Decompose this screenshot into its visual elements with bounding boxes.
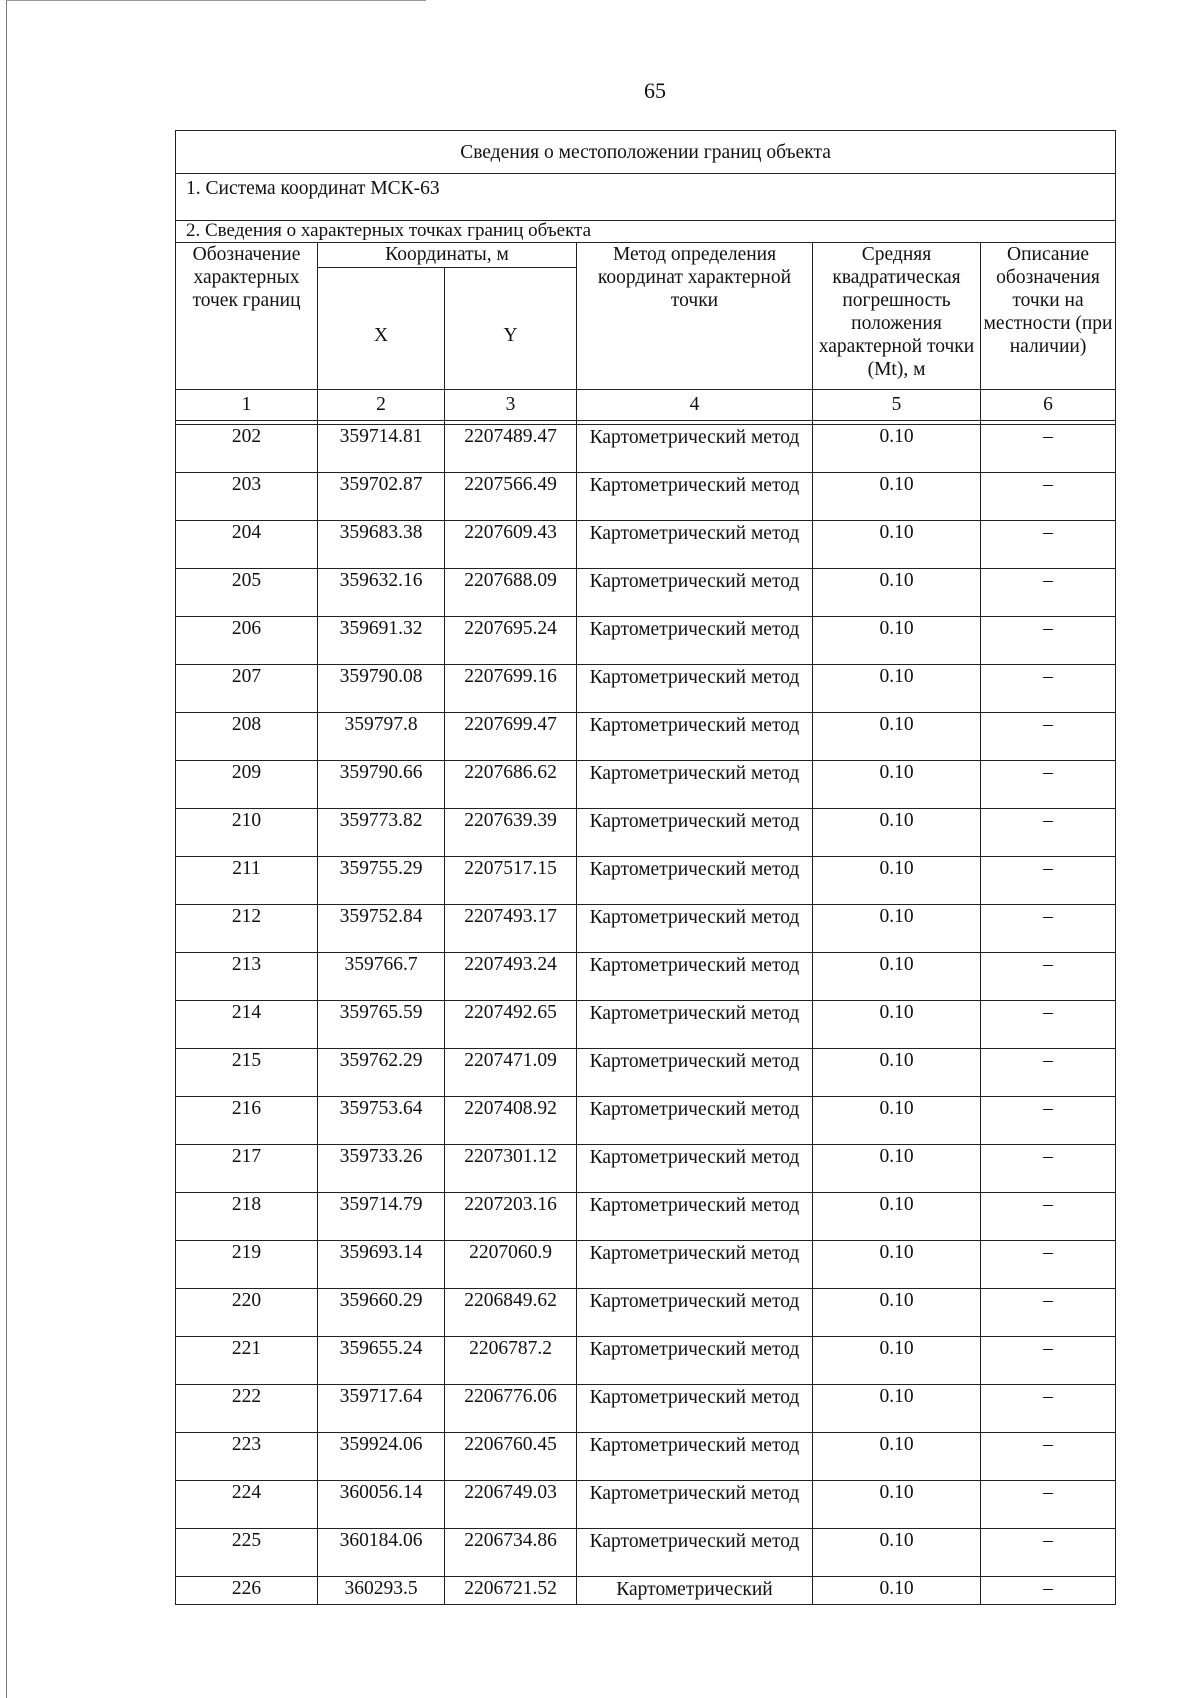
error-cell: 0.10 [813, 617, 981, 665]
column-number: 1 [176, 390, 318, 421]
x-coordinate-cell: 359702.87 [318, 473, 445, 521]
method-cell: Картометрический метод [577, 1385, 813, 1433]
description-cell: – [981, 1577, 1116, 1605]
description-cell: – [981, 1241, 1116, 1289]
x-coordinate-cell: 359714.81 [318, 425, 445, 473]
x-coordinate-cell: 359766.7 [318, 953, 445, 1001]
table-row [176, 1481, 1116, 1529]
table-row [176, 1241, 1116, 1289]
description-cell: – [981, 1193, 1116, 1241]
table-row [176, 1337, 1116, 1385]
method-cell: Картометрический [577, 1577, 813, 1605]
point-id-cell: 218 [176, 1193, 318, 1241]
point-id-cell: 204 [176, 521, 318, 569]
method-cell: Картометрический метод [577, 1337, 813, 1385]
method-cell: Картометрический метод [577, 569, 813, 617]
y-coordinate-cell: 2207493.24 [445, 953, 577, 1001]
table-title-row [176, 131, 1116, 174]
x-coordinate-cell: 359733.26 [318, 1145, 445, 1193]
description-cell: – [981, 569, 1116, 617]
point-id-cell: 205 [176, 569, 318, 617]
description-cell: – [981, 473, 1116, 521]
point-id-cell: 203 [176, 473, 318, 521]
header-error: Средняя квадратическая погрешность положения характерной точки (Mt), м [813, 243, 981, 390]
column-number: 3 [445, 390, 577, 421]
description-cell: – [981, 1385, 1116, 1433]
section-title: 2. Сведения о характерных точках границ объекта [176, 221, 1116, 243]
method-cell: Картометрический метод [577, 1289, 813, 1337]
x-coordinate-cell: 359924.06 [318, 1433, 445, 1481]
point-id-cell: 220 [176, 1289, 318, 1337]
table-row [176, 569, 1116, 617]
table-row [176, 1145, 1116, 1193]
description-cell: – [981, 1049, 1116, 1097]
point-id-cell: 206 [176, 617, 318, 665]
description-cell: – [981, 857, 1116, 905]
y-coordinate-cell: 2207492.65 [445, 1001, 577, 1049]
y-coordinate-cell: 2207301.12 [445, 1145, 577, 1193]
x-coordinate-cell: 360184.06 [318, 1529, 445, 1577]
table-body [176, 131, 1116, 1605]
error-cell: 0.10 [813, 1481, 981, 1529]
table-row [176, 1529, 1116, 1577]
header-y: Y [445, 268, 577, 390]
x-coordinate-cell: 359753.64 [318, 1097, 445, 1145]
method-cell: Картометрический метод [577, 521, 813, 569]
x-coordinate-cell: 359755.29 [318, 857, 445, 905]
error-cell: 0.10 [813, 953, 981, 1001]
coordinate-system-row [176, 174, 1116, 221]
column-number-row [176, 390, 1116, 421]
error-cell: 0.10 [813, 857, 981, 905]
header-x: X [318, 268, 445, 390]
x-coordinate-cell: 359717.64 [318, 1385, 445, 1433]
page-scan-edge [6, 0, 7, 1698]
x-coordinate-cell: 359790.66 [318, 761, 445, 809]
description-cell: – [981, 1529, 1116, 1577]
y-coordinate-cell: 2206776.06 [445, 1385, 577, 1433]
coordinate-system-label: 1. Система координат МСК-63 [176, 174, 1116, 221]
error-cell: 0.10 [813, 1049, 981, 1097]
point-id-cell: 213 [176, 953, 318, 1001]
table-row [176, 809, 1116, 857]
table-row [176, 425, 1116, 473]
point-id-cell: 215 [176, 1049, 318, 1097]
x-coordinate-cell: 359683.38 [318, 521, 445, 569]
error-cell: 0.10 [813, 1193, 981, 1241]
column-number: 4 [577, 390, 813, 421]
description-cell: – [981, 809, 1116, 857]
x-coordinate-cell: 359632.16 [318, 569, 445, 617]
table-row [176, 905, 1116, 953]
x-coordinate-cell: 360293.5 [318, 1577, 445, 1605]
error-cell: 0.10 [813, 905, 981, 953]
header-description: Описание обозначения точки на местности (при наличии) [981, 243, 1116, 390]
point-id-cell: 202 [176, 425, 318, 473]
boundary-points-table [175, 130, 1116, 1605]
description-cell: – [981, 953, 1116, 1001]
y-coordinate-cell: 2206734.86 [445, 1529, 577, 1577]
error-cell: 0.10 [813, 761, 981, 809]
method-cell: Картометрический метод [577, 857, 813, 905]
y-coordinate-cell: 2207408.92 [445, 1097, 577, 1145]
method-cell: Картометрический метод [577, 1145, 813, 1193]
y-coordinate-cell: 2207699.16 [445, 665, 577, 713]
y-coordinate-cell: 2206721.52 [445, 1577, 577, 1605]
description-cell: – [981, 521, 1116, 569]
point-id-cell: 207 [176, 665, 318, 713]
method-cell: Картометрический метод [577, 1001, 813, 1049]
page-number: 65 [644, 78, 666, 103]
x-coordinate-cell: 359660.29 [318, 1289, 445, 1337]
y-coordinate-cell: 2207688.09 [445, 569, 577, 617]
method-cell: Картометрический метод [577, 1193, 813, 1241]
description-cell: – [981, 1001, 1116, 1049]
y-coordinate-cell: 2207609.43 [445, 521, 577, 569]
x-coordinate-cell: 359693.14 [318, 1241, 445, 1289]
y-coordinate-cell: 2206849.62 [445, 1289, 577, 1337]
table-row [176, 1193, 1116, 1241]
description-cell: – [981, 1337, 1116, 1385]
y-coordinate-cell: 2207493.17 [445, 905, 577, 953]
description-cell: – [981, 905, 1116, 953]
method-cell: Картометрический метод [577, 1433, 813, 1481]
y-coordinate-cell: 2207699.47 [445, 713, 577, 761]
description-cell: – [981, 665, 1116, 713]
method-cell: Картометрический метод [577, 1049, 813, 1097]
error-cell: 0.10 [813, 1433, 981, 1481]
table-row [176, 1385, 1116, 1433]
error-cell: 0.10 [813, 1097, 981, 1145]
header-method: Метод определения координат характерной точки [577, 243, 813, 390]
y-coordinate-cell: 2206787.2 [445, 1337, 577, 1385]
header-coordinates: Координаты, м [318, 243, 577, 268]
method-cell: Картометрический метод [577, 809, 813, 857]
x-coordinate-cell: 359691.32 [318, 617, 445, 665]
error-cell: 0.10 [813, 1385, 981, 1433]
error-cell: 0.10 [813, 1577, 981, 1605]
table-row [176, 617, 1116, 665]
y-coordinate-cell: 2207517.15 [445, 857, 577, 905]
x-coordinate-cell: 360056.14 [318, 1481, 445, 1529]
y-coordinate-cell: 2207686.62 [445, 761, 577, 809]
error-cell: 0.10 [813, 1529, 981, 1577]
y-coordinate-cell: 2207695.24 [445, 617, 577, 665]
method-cell: Картометрический метод [577, 905, 813, 953]
table-row [176, 473, 1116, 521]
point-id-cell: 214 [176, 1001, 318, 1049]
error-cell: 0.10 [813, 1241, 981, 1289]
error-cell: 0.10 [813, 1337, 981, 1385]
description-cell: – [981, 1433, 1116, 1481]
point-id-cell: 226 [176, 1577, 318, 1605]
method-cell: Картометрический метод [577, 1241, 813, 1289]
method-cell: Картометрический метод [577, 1481, 813, 1529]
x-coordinate-cell: 359752.84 [318, 905, 445, 953]
column-number: 2 [318, 390, 445, 421]
error-cell: 0.10 [813, 569, 981, 617]
method-cell: Картометрический метод [577, 1529, 813, 1577]
point-id-cell: 211 [176, 857, 318, 905]
y-coordinate-cell: 2207639.39 [445, 809, 577, 857]
method-cell: Картометрический метод [577, 713, 813, 761]
table-row [176, 761, 1116, 809]
table-row [176, 713, 1116, 761]
y-coordinate-cell: 2207489.47 [445, 425, 577, 473]
method-cell: Картометрический метод [577, 1097, 813, 1145]
table-row [176, 1433, 1116, 1481]
y-coordinate-cell: 2206749.03 [445, 1481, 577, 1529]
column-number: 5 [813, 390, 981, 421]
x-coordinate-cell: 359765.59 [318, 1001, 445, 1049]
error-cell: 0.10 [813, 713, 981, 761]
point-id-cell: 209 [176, 761, 318, 809]
description-cell: – [981, 1097, 1116, 1145]
y-coordinate-cell: 2207060.9 [445, 1241, 577, 1289]
point-id-cell: 222 [176, 1385, 318, 1433]
method-cell: Картометрический метод [577, 761, 813, 809]
point-id-cell: 221 [176, 1337, 318, 1385]
method-cell: Картометрический метод [577, 953, 813, 1001]
table-row [176, 953, 1116, 1001]
error-cell: 0.10 [813, 425, 981, 473]
table-row [176, 521, 1116, 569]
description-cell: – [981, 1289, 1116, 1337]
description-cell: – [981, 1481, 1116, 1529]
error-cell: 0.10 [813, 1001, 981, 1049]
table-row [176, 1577, 1116, 1605]
error-cell: 0.10 [813, 473, 981, 521]
point-id-cell: 216 [176, 1097, 318, 1145]
description-cell: – [981, 1145, 1116, 1193]
x-coordinate-cell: 359773.82 [318, 809, 445, 857]
x-coordinate-cell: 359655.24 [318, 1337, 445, 1385]
table-row [176, 665, 1116, 713]
description-cell: – [981, 713, 1116, 761]
error-cell: 0.10 [813, 809, 981, 857]
point-id-cell: 224 [176, 1481, 318, 1529]
table-row [176, 857, 1116, 905]
y-coordinate-cell: 2207566.49 [445, 473, 577, 521]
description-cell: – [981, 617, 1116, 665]
point-id-cell: 225 [176, 1529, 318, 1577]
table-row [176, 1001, 1116, 1049]
error-cell: 0.10 [813, 521, 981, 569]
point-id-cell: 208 [176, 713, 318, 761]
point-id-cell: 223 [176, 1433, 318, 1481]
x-coordinate-cell: 359714.79 [318, 1193, 445, 1241]
error-cell: 0.10 [813, 1289, 981, 1337]
method-cell: Картометрический метод [577, 473, 813, 521]
y-coordinate-cell: 2207471.09 [445, 1049, 577, 1097]
table-row [176, 1289, 1116, 1337]
y-coordinate-cell: 2206760.45 [445, 1433, 577, 1481]
column-number: 6 [981, 390, 1116, 421]
x-coordinate-cell: 359762.29 [318, 1049, 445, 1097]
y-coordinate-cell: 2207203.16 [445, 1193, 577, 1241]
header-row-top [176, 243, 1116, 268]
x-coordinate-cell: 359790.08 [318, 665, 445, 713]
method-cell: Картометрический метод [577, 617, 813, 665]
description-cell: – [981, 761, 1116, 809]
x-coordinate-cell: 359797.8 [318, 713, 445, 761]
table-row [176, 1049, 1116, 1097]
table-title: Сведения о местоположении границ объекта [176, 131, 1116, 174]
point-id-cell: 212 [176, 905, 318, 953]
table-row [176, 1097, 1116, 1145]
page-scan-top-edge [6, 0, 426, 1]
method-cell: Картометрический метод [577, 665, 813, 713]
method-cell: Картометрический метод [577, 425, 813, 473]
point-id-cell: 219 [176, 1241, 318, 1289]
section-title-row [176, 221, 1116, 243]
point-id-cell: 210 [176, 809, 318, 857]
description-cell: – [981, 425, 1116, 473]
point-id-cell: 217 [176, 1145, 318, 1193]
header-designation: Обозначение характерных точек границ [176, 243, 318, 390]
error-cell: 0.10 [813, 665, 981, 713]
error-cell: 0.10 [813, 1145, 981, 1193]
